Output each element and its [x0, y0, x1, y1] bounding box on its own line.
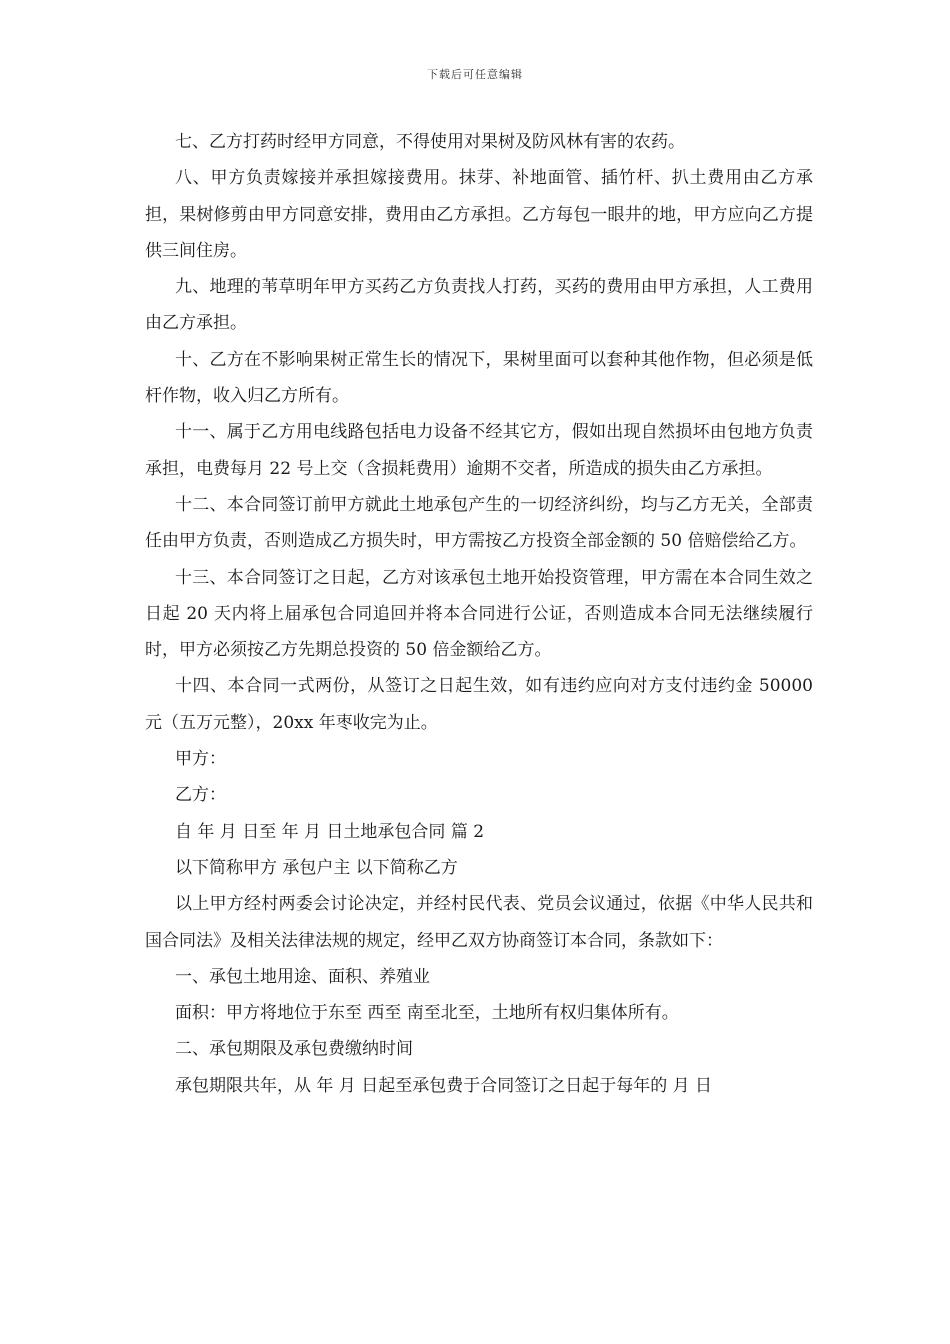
party-a-signature: 甲方： — [175, 749, 226, 770]
clause-12: 十二、本合同签订前甲方就此土地承包产生的一切经济纠纷，均与乙方无关，全部责任由甲方负责，否则造成乙方损失时，甲方需按乙方投资全部金额的 50 倍赔偿给乙方。 — [145, 494, 813, 552]
clause-10: 十、乙方在不影响果树正常生长的情况下，果树里面可以套种其他作物，但必须是低杆作物，收入归乙方所有。 — [145, 349, 813, 407]
area-clause: 面积：甲方将地位于东至 西至 南至北至，土地所有权归集体所有。 — [175, 1003, 679, 1024]
preamble: 以上甲方经村两委会讨论决定，并经村民代表、党员会议通过，依据《中华人民共和国合同法》及相关法律法规的规定，经甲乙双方协商签订本合同，条款如下： — [145, 894, 813, 951]
section-2-heading: 二、承包期限及承包费缴纳时间 — [175, 1039, 413, 1060]
clause-9: 九、地理的苇草明年甲方买药乙方负责找人打药，买药的费用由甲方承担，人工费用由乙方承担。 — [145, 277, 813, 334]
clause-13: 十三、本合同签订之日起，乙方对该承包土地开始投资管理，甲方需在本合同生效之日起 20 天内将上届承包合同追回并将本合同进行公证，否则造成本合同无法继续履行时，甲方必须按乙方先期总投资的 50 倍金额给乙方。 — [145, 567, 813, 661]
clause-11: 十一、属于乙方用电线路包括电力设备不经其它方，假如出现自然损坏由包地方负责承担，电费每月 22 号上交（含损耗费用）逾期不交者，所造成的损失由乙方承担。 — [145, 422, 813, 479]
contract-2-title: 自 年 月 日至 年 月 日土地承包合同 篇 2 — [175, 821, 485, 842]
party-b-signature: 乙方： — [175, 785, 226, 806]
term-clause: 承包期限共年，从 年 月 日起至承包费于合同签订之日起于每年的 月 日 — [175, 1075, 713, 1096]
clause-7: 七、乙方打药时经甲方同意，不得使用对果树及防风林有害的农药。 — [175, 132, 685, 152]
page-header: 下载后可任意编辑 — [427, 68, 523, 81]
clause-14: 十四、本合同一式两份，从签订之日起生效，如有违约应向对方支付违约金 50000 元（五万元整），20xx 年枣收完为止。 — [145, 676, 813, 733]
parties-line: 以下简称甲方 承包户主 以下简称乙方 — [175, 857, 458, 878]
section-1-heading: 一、承包土地用途、面积、养殖业 — [175, 966, 430, 987]
clause-8: 八、甲方负责嫁接并承担嫁接费用。抹芽、补地面管、插竹杆、扒土费用由乙方承担，果树修剪由甲方同意安排，费用由乙方承担。乙方每包一眼井的地，甲方应向乙方提供三间住房。 — [145, 168, 813, 261]
document-body — [145, 124, 813, 1104]
